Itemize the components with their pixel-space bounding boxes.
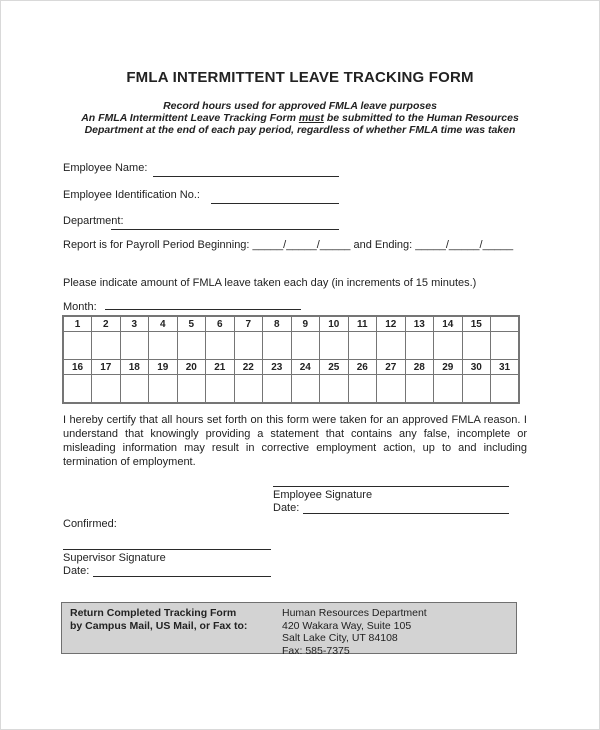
- day-entry-cell[interactable]: [234, 332, 263, 360]
- day-entry-cell[interactable]: [491, 332, 520, 360]
- form-title: FMLA INTERMITTENT LEAVE TRACKING FORM: [126, 69, 474, 86]
- day-header-cell: 26: [348, 360, 377, 375]
- day-entry-cell[interactable]: [63, 332, 92, 360]
- day-entry-cell[interactable]: [320, 332, 349, 360]
- day-entry-cell[interactable]: [377, 375, 406, 404]
- day-entry-row-2: [63, 375, 519, 404]
- payroll-end-field[interactable]: _____/_____/_____: [415, 239, 514, 251]
- day-header-cell: 1: [63, 316, 92, 332]
- day-header-cell: 27: [377, 360, 406, 375]
- day-entry-cell[interactable]: [348, 332, 377, 360]
- payroll-period-row: [63, 239, 513, 251]
- day-entry-cell[interactable]: [291, 375, 320, 404]
- supervisor-signature-line[interactable]: [63, 549, 271, 550]
- day-entry-cell[interactable]: [405, 375, 434, 404]
- day-header-cell: 22: [234, 360, 263, 375]
- supervisor-signature-block: [63, 549, 271, 577]
- day-header-cell: 20: [177, 360, 206, 375]
- employee-date-label: Date:: [273, 502, 300, 514]
- day-header-cell: 10: [320, 316, 349, 332]
- subtitle-line-1: Record hours used for approved FMLA leave purposes: [163, 100, 437, 112]
- day-header-cell: 15: [462, 316, 491, 332]
- day-header-row-1: [63, 316, 519, 332]
- day-header-cell: 9: [291, 316, 320, 332]
- address-line-3: Salt Lake City, UT 84108: [282, 632, 398, 644]
- day-header-cell: 11: [348, 316, 377, 332]
- employee-name-field[interactable]: [153, 164, 339, 177]
- day-entry-row-1: [63, 332, 519, 360]
- day-header-cell: 16: [63, 360, 92, 375]
- day-entry-cell[interactable]: [377, 332, 406, 360]
- department-field[interactable]: [111, 217, 339, 230]
- day-header-cell: 13: [405, 316, 434, 332]
- day-header-cell: 18: [120, 360, 149, 375]
- day-entry-cell[interactable]: [320, 375, 349, 404]
- day-entry-cell[interactable]: [462, 375, 491, 404]
- day-entry-cell[interactable]: [206, 375, 235, 404]
- day-entry-cell[interactable]: [177, 375, 206, 404]
- day-header-cell: 3: [120, 316, 149, 332]
- day-entry-cell[interactable]: [149, 332, 178, 360]
- day-header-cell: 28: [405, 360, 434, 375]
- subtitle-line-2: [1, 112, 599, 124]
- must-emphasis: must: [298, 112, 324, 124]
- month-field[interactable]: [105, 298, 301, 310]
- employee-signature-label: Employee Signature: [273, 489, 373, 501]
- department-label: Department:: [63, 215, 124, 227]
- day-header-cell: 23: [263, 360, 292, 375]
- employee-name-row: [63, 162, 339, 177]
- department-row: [63, 215, 339, 230]
- day-entry-cell[interactable]: [206, 332, 235, 360]
- employee-id-row: [63, 189, 339, 204]
- day-header-cell: 25: [320, 360, 349, 375]
- day-entry-cell[interactable]: [177, 332, 206, 360]
- address-line-2: 420 Wakara Way, Suite 105: [282, 619, 412, 632]
- return-instruction-line-2: by Campus Mail, US Mail, or Fax to:: [70, 619, 248, 632]
- employee-date-field[interactable]: [303, 502, 509, 514]
- day-entry-cell[interactable]: [291, 332, 320, 360]
- day-header-cell: 31: [491, 360, 520, 375]
- day-entry-cell[interactable]: [434, 375, 463, 404]
- daily-leave-instruction: Please indicate amount of FMLA leave taken each day (in increments of 15 minutes.): [63, 277, 477, 289]
- employee-date-row: [273, 502, 509, 514]
- day-header-cell: 29: [434, 360, 463, 375]
- employee-name-label: Employee Name:: [63, 162, 148, 174]
- month-label: Month:: [63, 301, 97, 313]
- day-entry-cell[interactable]: [92, 332, 121, 360]
- day-entry-cell[interactable]: [405, 332, 434, 360]
- day-entry-cell[interactable]: [263, 332, 292, 360]
- day-header-cell: 2: [92, 316, 121, 332]
- day-header-cell: 8: [263, 316, 292, 332]
- day-entry-cell[interactable]: [120, 332, 149, 360]
- subtitle-line-2-pre: An FMLA Intermittent Leave Tracking Form: [81, 112, 299, 124]
- hr-department-address: [282, 607, 516, 657]
- day-entry-cell[interactable]: [234, 375, 263, 404]
- day-entry-cell[interactable]: [120, 375, 149, 404]
- return-instruction-line-1: Return Completed Tracking Form: [70, 607, 237, 619]
- daily-leave-table: [62, 315, 520, 404]
- day-header-cell: 7: [234, 316, 263, 332]
- day-entry-cell[interactable]: [149, 375, 178, 404]
- certification-statement: I hereby certify that all hours set forth on this form were taken for an approved FMLA reason. I understand that knowingly providing a statement that contains any false, incomplete or misleading information may result in corrective employment action, up to and including termination of employment.: [63, 414, 527, 468]
- payroll-period-label: Report is for Payroll Period Beginning:: [63, 239, 250, 251]
- address-line-4: Fax: 585-7375: [282, 644, 350, 657]
- day-entry-cell[interactable]: [434, 332, 463, 360]
- employee-signature-block: [273, 486, 509, 514]
- return-instructions-box: [61, 602, 517, 657]
- subtitle-line-3: Department at the end of each pay period, regardless of whether FMLA time was taken: [84, 124, 516, 136]
- day-header-cell: 21: [206, 360, 235, 375]
- supervisor-signature-label: Supervisor Signature: [63, 552, 166, 564]
- day-header-cell: 6: [206, 316, 235, 332]
- day-header-cell: 4: [149, 316, 178, 332]
- form-subtitle: [1, 100, 599, 136]
- supervisor-date-field[interactable]: [93, 565, 271, 577]
- day-entry-cell[interactable]: [263, 375, 292, 404]
- day-entry-cell[interactable]: [462, 332, 491, 360]
- supervisor-date-label: Date:: [63, 565, 90, 577]
- subtitle-line-2-post: be submitted to the Human Resources: [323, 112, 519, 124]
- employee-signature-line[interactable]: [273, 486, 509, 487]
- payroll-ending-label: and Ending:: [353, 239, 413, 251]
- day-entry-cell[interactable]: [348, 375, 377, 404]
- day-header-cell: 14: [434, 316, 463, 332]
- day-header-cell: 12: [377, 316, 406, 332]
- day-header-cell: 5: [177, 316, 206, 332]
- day-entry-cell[interactable]: [491, 375, 520, 404]
- employee-id-field[interactable]: [211, 191, 339, 204]
- day-header-row-2: [63, 360, 519, 375]
- address-line-1: Human Resources Department: [282, 607, 427, 619]
- day-header-cell: 30: [462, 360, 491, 375]
- supervisor-date-row: [63, 565, 271, 577]
- day-header-cell: 17: [92, 360, 121, 375]
- day-entry-cell[interactable]: [63, 375, 92, 404]
- day-entry-cell[interactable]: [92, 375, 121, 404]
- day-header-cell: [491, 316, 520, 332]
- employee-id-label: Employee Identification No.:: [63, 189, 200, 201]
- day-header-cell: 19: [149, 360, 178, 375]
- confirmed-label: Confirmed:: [63, 518, 117, 530]
- day-header-cell: 24: [291, 360, 320, 375]
- return-instructions: [70, 607, 282, 653]
- payroll-begin-field[interactable]: _____/_____/_____: [252, 239, 351, 251]
- month-row: [63, 298, 301, 313]
